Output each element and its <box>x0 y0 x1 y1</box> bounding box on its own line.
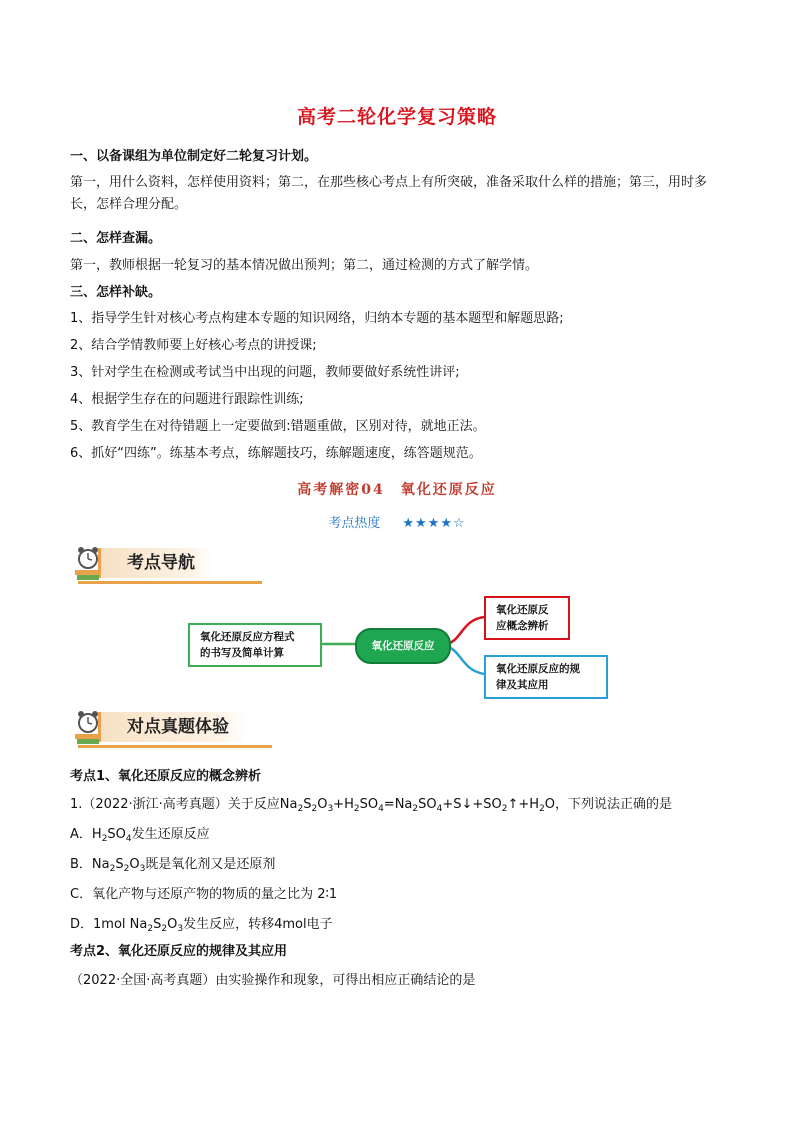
point-2-heading: 考点2、氧化还原反应的规律及其应用 <box>70 944 288 959</box>
practice-banner-label: 对点真题体验 <box>98 712 247 742</box>
heat-rating <box>0 512 794 531</box>
option-label: D．1mol <box>70 917 130 932</box>
mindmap-node-equation <box>188 623 322 667</box>
node-line: 的书写及简单计算 <box>200 647 284 659</box>
connector-right-top <box>447 617 484 644</box>
nav-banner-label: 考点导航 <box>98 548 213 578</box>
q1-suffix: ，下列说法正确的是 <box>555 797 673 812</box>
node-line: 氧化还原反应的规 <box>496 663 580 675</box>
option-text: 发生反应，转移4mol电子 <box>183 917 333 932</box>
list-item: 4、根据学生存在的问题进行跟踪性训练; <box>70 392 304 407</box>
node-line: 律及其应用 <box>496 679 549 691</box>
alarm-clock-books-icon <box>72 546 108 582</box>
practice-banner <box>72 710 272 750</box>
connector-right-bottom <box>447 646 484 674</box>
chemical-equation: $Na_2S_2O_3+H_2SO_4=Na_2SO_4+S↓+SO_2↑+H_2O$ <box>279 797 556 814</box>
section-1-body: 第一，用什么资料，怎样使用资料；第二，在那些核心考点上有所突破，准备采取什么样的措施；第三，用时多长，怎样合理分配。 <box>70 175 708 212</box>
list-item: 5、教育学生在对待错题上一定要做到:错题重做，区别对待，就地正法。 <box>70 419 486 434</box>
mindmap-node-rules <box>484 655 608 699</box>
point-1-heading: 考点1、氧化还原反应的概念辨析 <box>70 769 262 784</box>
chemical-formula: $H_2SO_4$ <box>91 827 132 844</box>
option-c: C．氧化产物与还原产物的物质的量之比为 2∶1 <box>70 887 338 902</box>
chemical-formula: $Na_2S_2O_3$ <box>91 857 146 874</box>
node-line: 氧化还原反应方程式 <box>200 631 295 643</box>
star-rating-icon: ★★★★☆ <box>402 516 466 531</box>
option-label: B． <box>70 857 92 872</box>
option-a <box>70 824 730 846</box>
option-text: 既是氧化剂又是还原剂 <box>145 857 276 872</box>
question-2-stem: （2022·全国·高考真题）由实验操作和现象，可得出相应正确结论的是 <box>70 973 476 988</box>
list-item: 1、指导学生针对核心考点构建本专题的知识网络，归纳本专题的基本题型和解题思路; <box>70 311 564 326</box>
list-item: 3、针对学生在检测或考试当中出现的问题，教师要做好系统性讲评; <box>70 365 460 380</box>
section-2-heading: 二、怎样查漏。 <box>70 231 162 246</box>
option-d <box>70 914 730 936</box>
chemical-formula: $Na_2S_2O_3$ <box>129 917 184 934</box>
option-text: 发生还原反应 <box>131 827 210 842</box>
option-b <box>70 854 730 876</box>
list-item: 2、结合学情教师要上好核心考点的讲授课; <box>70 338 317 353</box>
list-item: 6、抓好“四练”。练基本考点，练解题技巧，练解题速度，练答题规范。 <box>70 446 482 461</box>
page-title: 高考二轮化学复习策略 <box>296 106 497 128</box>
alarm-clock-books-icon <box>72 710 108 746</box>
section-2-body: 第一，教师根据一轮复习的基本情况做出预判；第二，通过检测的方式了解学情。 <box>70 258 539 273</box>
nav-banner <box>72 546 262 586</box>
section-1-heading: 一、以备课组为单位制定好二轮复习计划。 <box>70 149 318 164</box>
section-3-heading: 三、怎样补缺。 <box>70 285 162 300</box>
q1-prefix: 1.（2022·浙江·高考真题）关于反应 <box>70 797 280 812</box>
question-1-stem <box>70 794 730 816</box>
heat-label: 考点热度 <box>328 516 381 531</box>
option-label: A． <box>70 827 92 842</box>
node-line: 氧化还原反 <box>496 604 549 616</box>
node-line: 应概念辨析 <box>496 620 549 632</box>
topic-title: 高考解密04 氧化还原反应 <box>297 482 497 498</box>
mindmap-node-concept <box>484 596 570 640</box>
mindmap-center-node: 氧化还原反应 <box>355 628 451 664</box>
